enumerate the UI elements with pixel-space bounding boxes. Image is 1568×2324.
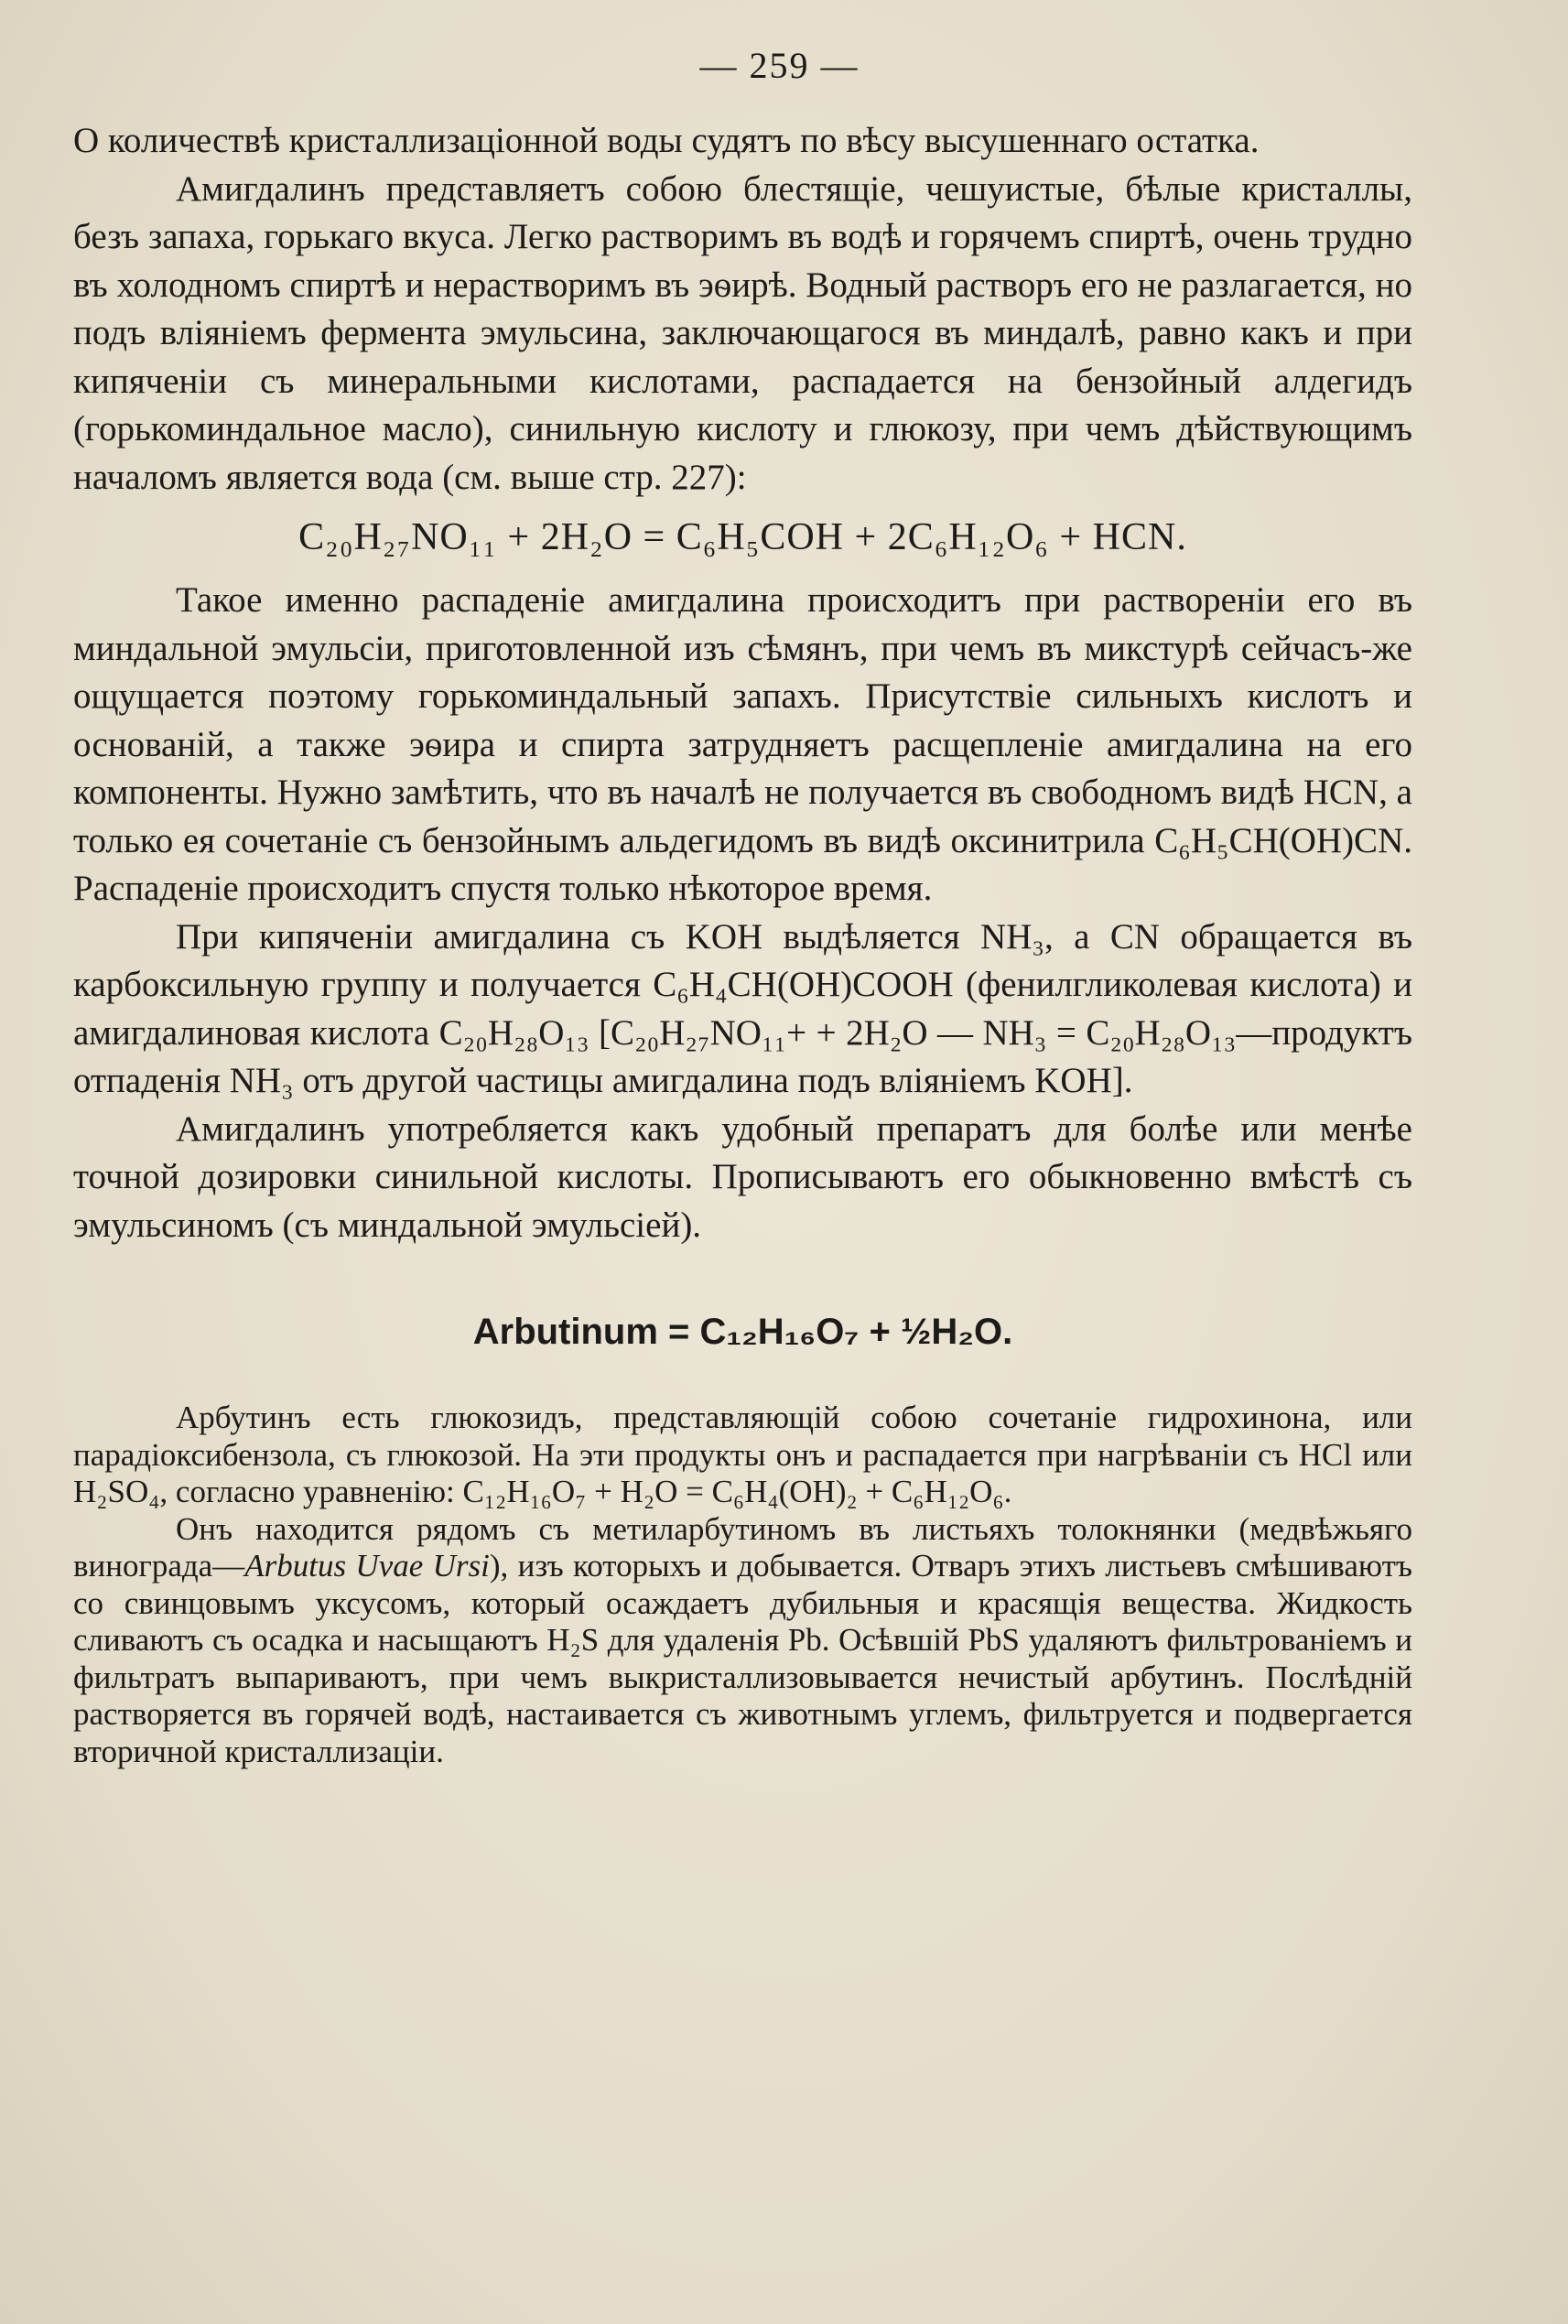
- paragraph-5: Амигдалинъ употребляется какъ удобный препаратъ для болѣе или менѣе точной дозировки синильной кислоты. Прописываютъ его обыкновенно вмѣстѣ съ эмульсиномъ (съ миндальной эмульсіей).: [73, 1108, 1412, 1245]
- page-number: — 259 —: [699, 45, 860, 86]
- amygdalin-reaction-formula: C₂₀H₂₇NO₁₁ + 2H₂O = C₆H₅COH + 2C₆H₁₂O₆ + HCN.: [298, 516, 1187, 558]
- section-heading-arbutinum: Arbutinum = C₁₂H₁₆O₇ + ½H₂O.: [472, 1312, 1013, 1352]
- paragraph-4: При кипяченіи амигдалина съ KOH выдѣляется NH₃, а CN обращается въ карбоксильную группу и получается C₆H₄CH(OH)COOH (фенилгликолевая кислота) и амигдалиновая кислота C₂₀H₂₈O₁₃ [C₂₀H₂₇NO₁₁+ + 2H₂O — NH₃ = C₂₀H₂₈O₁₃—продуктъ отпаденія NH₃ отъ другой частицы амигдалина подъ вліяніемъ KOH].: [73, 916, 1412, 1100]
- latin-plant-name: Arbutus Uvae Ursi: [244, 1548, 490, 1584]
- paragraph-2: Амигдалинъ представляетъ собою блестящіе, чешуистые, бѣлые кристаллы, безъ запаха, горькаго вкуса. Легко растворимъ въ водѣ и горячемъ спиртѣ, очень трудно въ холодномъ спиртѣ и нерастворимъ въ эѳирѣ. Водный растворъ его не разлагается, но подъ вліяніемъ фермента эмульсина, заключающагося въ миндалѣ, равно какъ и при кипяченіи съ минеральными кислотами, распадается на бензойный алдегидъ (горькоминдальное масло), синильную кислоту и глюкозу, при чемъ дѣйствующимъ началомъ является вода (см. выше стр. 227):: [73, 168, 1412, 497]
- paragraph-3: Такое именно распаденіе амигдалина происходитъ при раствореніи его въ миндальной эмульсіи, приготовленной изъ сѣмянъ, при чемъ въ микстурѣ сейчасъ-же ощущается поэтому горькоминдальный запахъ. Присутствіе сильныхъ кислотъ и основаній, а также эѳира и спирта затрудняетъ расщепленіе амигдалина на его компоненты. Нужно замѣтить, что въ началѣ не получается въ свободномъ видѣ HCN, а только ея сочетаніе съ бензойнымъ альдегидомъ въ видѣ оксинитрила C₆H₅CH(OH)CN. Распаденіе происходитъ спустя только нѣкоторое время.: [73, 580, 1412, 908]
- paragraph-1: О количествѣ кристаллизаціонной воды судятъ по вѣсу высушеннаго остатка.: [73, 121, 1260, 160]
- paragraph-7-start: Онъ находится рядомъ съ метиларбутиномъ въ листьяхъ толокнянки (медвѣжьяго винограда—: [73, 1510, 1412, 1584]
- paragraph-6: Арбутинъ есть глюкозидъ, представляющій собою сочетаніе гидрохинона, или парадіоксибензола, съ глюкозой. На эти продукты онъ и распадается при нагрѣваніи съ HCl или H₂SO₄, согласно уравненію: C₁₂H₁₆O₇ + H₂O = C₆H₄(OH)₂ + C₆H₁₂O₆.: [73, 1400, 1412, 1509]
- paragraph-7: [73, 1511, 1412, 1771]
- arbutin-text: [73, 1400, 1412, 1770]
- main-text: [73, 117, 1412, 1249]
- paragraph-7-end: ), изъ которыхъ и добывается. Отваръ этихъ листьевъ смѣшиваютъ со свинцовымъ уксусомъ, который осаждаетъ дубильныя и красящія вещества. Жидкость сливаютъ съ осадка и насыщаютъ H₂S для удаленія Pb. Осѣвшій PbS удаляютъ фильтрованіемъ и фильтратъ выпариваютъ, при чемъ выкристаллизовывается нечистый арбутинъ. Послѣдній растворяется въ горячей водѣ, настаивается съ животнымъ углемъ, фильтруется и подвергается вторичной кристаллизаціи.: [73, 1548, 1412, 1769]
